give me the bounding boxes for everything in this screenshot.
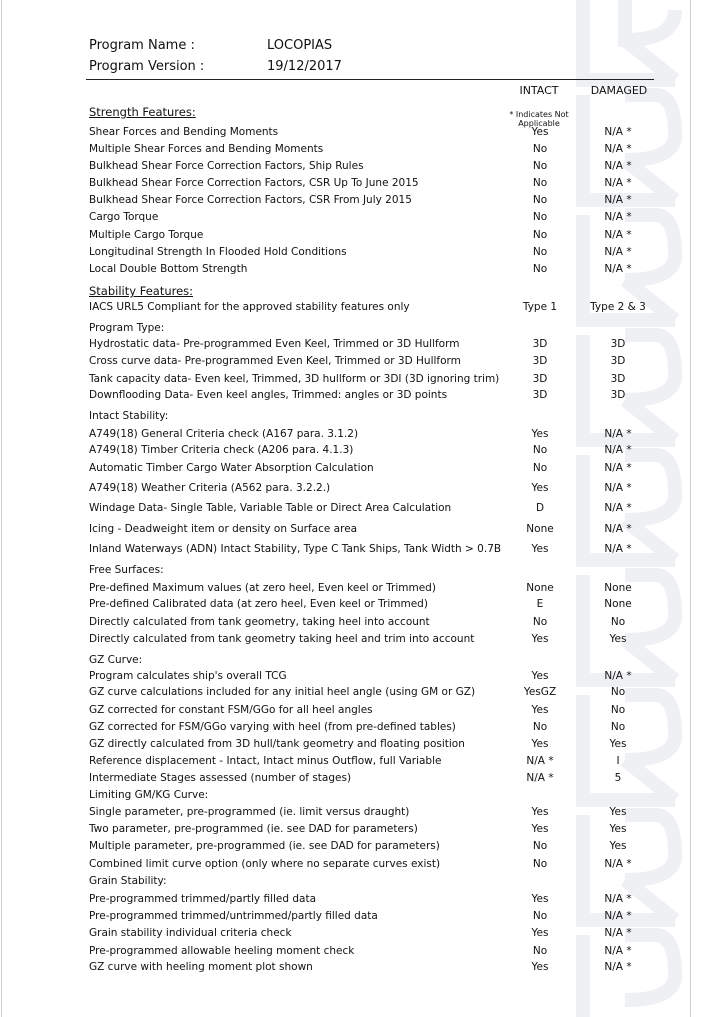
program-version-value: 19/12/2017 <box>267 59 342 74</box>
feature-label: Multiple parameter, pre-programmed (ie. see DAD for parameters) <box>89 840 440 852</box>
table-row <box>0 353 720 369</box>
table-row <box>0 175 720 191</box>
feature-label: GZ corrected for constant FSM/GGo for all heel angles <box>89 704 373 716</box>
damaged-value: N/A * <box>604 263 632 275</box>
table-row <box>0 684 720 700</box>
damaged-value: N/A * <box>604 428 632 440</box>
damaged-value: N/A * <box>604 211 632 223</box>
intact-value: No <box>532 229 548 241</box>
feature-label: A749(18) Weather Criteria (A562 para. 3.2.2.) <box>89 482 331 494</box>
feature-label: Pre-defined Maximum values (at zero heel, Even keel or Trimmed) <box>89 582 436 594</box>
section-heading: Limiting GM/KG Curve: <box>89 789 209 801</box>
table-row <box>0 192 720 208</box>
section-heading: Strength Features: <box>89 105 196 119</box>
section-heading: Grain Stability: <box>89 875 167 887</box>
damaged-value: N/A * <box>604 543 632 555</box>
intact-value: E <box>536 598 544 610</box>
intact-value: Yes <box>531 927 549 939</box>
intact-value: No <box>532 462 548 474</box>
table-row <box>0 959 720 975</box>
intact-value: YesGZ <box>523 686 557 698</box>
damaged-value: N/A * <box>604 143 632 155</box>
feature-label: Cargo Torque <box>89 211 159 223</box>
table-row <box>0 856 720 872</box>
table-row <box>0 580 720 596</box>
feature-label: Icing - Deadweight item or density on Surface area <box>89 523 358 535</box>
program-name-label: Program Name : <box>89 38 195 53</box>
feature-label: Downflooding Data- Even keel angles, Trimmed: angles or 3D points <box>89 389 448 401</box>
damaged-value: N/A * <box>604 961 632 973</box>
feature-label: Directly calculated from tank geometry, taking heel into account <box>89 616 430 628</box>
intact-value: 3D <box>532 389 548 401</box>
feature-label: Program calculates ship's overall TCG <box>89 670 287 682</box>
damaged-value: Type 2 & 3 <box>590 301 646 313</box>
table-row <box>0 141 720 157</box>
table-row <box>0 387 720 403</box>
damaged-value: Yes <box>609 738 627 750</box>
table-row <box>0 371 720 387</box>
program-version-label: Program Version : <box>89 59 205 74</box>
intact-value: 3D <box>532 338 548 350</box>
intact-value: Yes <box>531 543 549 555</box>
intact-value: Yes <box>531 806 549 818</box>
table-row <box>0 500 720 516</box>
feature-label: Automatic Timber Cargo Water Absorption Calculation <box>89 462 374 474</box>
damaged-value: None <box>604 598 632 610</box>
intact-value: No <box>532 263 548 275</box>
damaged-value: N/A * <box>604 945 632 957</box>
intact-value: Yes <box>531 670 549 682</box>
damaged-value: Yes <box>609 840 627 852</box>
table-row <box>0 943 720 959</box>
feature-label: Intermediate Stages assessed (number of stages) <box>89 772 352 784</box>
damaged-value: I <box>616 755 620 767</box>
feature-label: Hydrostatic data- Pre-programmed Even Keel, Trimmed or 3D Hullform <box>89 338 460 350</box>
damaged-value: N/A * <box>604 126 632 138</box>
table-row <box>0 804 720 820</box>
intact-value: Yes <box>531 738 549 750</box>
damaged-value: 3D <box>610 389 626 401</box>
intact-value: No <box>532 945 548 957</box>
intact-value: No <box>532 211 548 223</box>
table-row <box>0 753 720 769</box>
table-row <box>0 244 720 260</box>
table-row <box>0 336 720 352</box>
damaged-value: N/A * <box>604 858 632 870</box>
feature-label: Local Double Bottom Strength <box>89 263 248 275</box>
damaged-value: N/A * <box>604 482 632 494</box>
intact-value: No <box>532 177 548 189</box>
feature-label: Pre-programmed trimmed/partly filled data <box>89 893 317 905</box>
table-row <box>0 719 720 735</box>
damaged-value: N/A * <box>604 246 632 258</box>
intact-value: No <box>532 194 548 206</box>
intact-value: N/A * <box>526 772 554 784</box>
table-row <box>0 460 720 476</box>
table-row <box>0 442 720 458</box>
table-row <box>0 299 720 315</box>
intact-value: No <box>532 858 548 870</box>
table-row <box>0 770 720 786</box>
table-row <box>0 614 720 630</box>
intact-value: Yes <box>531 823 549 835</box>
damaged-value: 3D <box>610 338 626 350</box>
feature-label: Longitudinal Strength In Flooded Hold Conditions <box>89 246 347 258</box>
damaged-value: N/A * <box>604 893 632 905</box>
feature-label: Combined limit curve option (only where no separate curves exist) <box>89 858 441 870</box>
damaged-value: No <box>610 686 626 698</box>
table-row <box>0 631 720 647</box>
damaged-value: No <box>610 616 626 628</box>
section-heading-row <box>0 787 720 803</box>
intact-value: Yes <box>531 893 549 905</box>
feature-label: Windage Data- Single Table, Variable Table or Direct Area Calculation <box>89 502 452 514</box>
feature-label: Inland Waterways (ADN) Intact Stability, Type C Tank Ships, Tank Width > 0.7B <box>89 543 502 555</box>
feature-label: Directly calculated from tank geometry taking heel and trim into account <box>89 633 475 645</box>
intact-value: No <box>532 246 548 258</box>
damaged-value: Yes <box>609 806 627 818</box>
damaged-column-header: DAMAGED <box>590 84 648 97</box>
feature-label: Bulkhead Shear Force Correction Factors, CSR Up To June 2015 <box>89 177 419 189</box>
damaged-value: No <box>610 704 626 716</box>
feature-label: Two parameter, pre-programmed (ie. see DAD for parameters) <box>89 823 418 835</box>
table-row <box>0 736 720 752</box>
damaged-value: N/A * <box>604 177 632 189</box>
damaged-value: 5 <box>614 772 622 784</box>
damaged-value: N/A * <box>604 160 632 172</box>
table-row <box>0 209 720 225</box>
section-heading-row <box>0 283 720 299</box>
section-heading-row <box>0 320 720 336</box>
feature-label: Shear Forces and Bending Moments <box>89 126 279 138</box>
intact-value: D <box>535 502 545 514</box>
damaged-value: Yes <box>609 633 627 645</box>
intact-value: No <box>532 616 548 628</box>
section-heading-row <box>0 408 720 424</box>
feature-label: Tank capacity data- Even keel, Trimmed, 3D hullform or 3DI (3D ignoring trim) <box>89 373 500 385</box>
damaged-value: 3D <box>610 373 626 385</box>
table-row <box>0 521 720 537</box>
intact-value: No <box>532 840 548 852</box>
feature-label: Multiple Shear Forces and Bending Moments <box>89 143 324 155</box>
section-heading: Free Surfaces: <box>89 564 164 576</box>
not-applicable-note: * Indicates Not Applicable <box>509 110 569 128</box>
section-heading-row <box>0 562 720 578</box>
damaged-value: N/A * <box>604 910 632 922</box>
table-row <box>0 908 720 924</box>
section-heading: Intact Stability: <box>89 410 169 422</box>
table-row <box>0 821 720 837</box>
table-row <box>0 261 720 277</box>
intact-column-header: INTACT <box>519 84 559 97</box>
table-row <box>0 925 720 941</box>
intact-value: No <box>532 143 548 155</box>
intact-value: Yes <box>531 633 549 645</box>
damaged-value: N/A * <box>604 194 632 206</box>
feature-label: GZ corrected for FSM/GGo varying with heel (from pre-defined tables) <box>89 721 456 733</box>
intact-value: Yes <box>531 482 549 494</box>
feature-label: Grain stability individual criteria check <box>89 927 292 939</box>
damaged-value: N/A * <box>604 444 632 456</box>
intact-value: No <box>532 721 548 733</box>
feature-label: Single parameter, pre-programmed (ie. limit versus draught) <box>89 806 410 818</box>
section-heading-row <box>0 652 720 668</box>
damaged-value: 3D <box>610 355 626 367</box>
intact-value: Yes <box>531 126 549 138</box>
damaged-value: N/A * <box>604 670 632 682</box>
intact-value: No <box>532 160 548 172</box>
table-row <box>0 124 720 140</box>
feature-label: IACS URL5 Compliant for the approved stability features only <box>89 301 410 313</box>
damaged-value: N/A * <box>604 502 632 514</box>
table-row <box>0 596 720 612</box>
feature-label: Reference displacement - Intact, Intact minus Outflow, full Variable <box>89 755 442 767</box>
damaged-value: None <box>604 582 632 594</box>
feature-label: Pre-programmed trimmed/untrimmed/partly filled data <box>89 910 378 922</box>
damaged-value: N/A * <box>604 523 632 535</box>
intact-value: Yes <box>531 961 549 973</box>
feature-label: GZ curve with heeling moment plot shown <box>89 961 313 973</box>
section-heading: GZ Curve: <box>89 654 143 666</box>
intact-value: Yes <box>531 704 549 716</box>
feature-label: Cross curve data- Pre-programmed Even Keel, Trimmed or 3D Hullform <box>89 355 461 367</box>
intact-value: Yes <box>531 428 549 440</box>
table-row <box>0 541 720 557</box>
feature-label: GZ curve calculations included for any initial heel angle (using GM or GZ) <box>89 686 476 698</box>
feature-label: GZ directly calculated from 3D hull/tank geometry and floating position <box>89 738 465 750</box>
table-row <box>0 158 720 174</box>
table-row <box>0 891 720 907</box>
intact-value: 3D <box>532 355 548 367</box>
feature-label: Multiple Cargo Torque <box>89 229 204 241</box>
table-row <box>0 668 720 684</box>
section-heading: Stability Features: <box>89 284 194 298</box>
intact-value: N/A * <box>526 755 554 767</box>
feature-label: Bulkhead Shear Force Correction Factors, Ship Rules <box>89 160 364 172</box>
feature-label: Pre-programmed allowable heeling moment check <box>89 945 355 957</box>
damaged-value: N/A * <box>604 462 632 474</box>
feature-label: Pre-defined Calibrated data (at zero heel, Even keel or Trimmed) <box>89 598 428 610</box>
damaged-value: N/A * <box>604 927 632 939</box>
feature-label: A749(18) General Criteria check (A167 para. 3.1.2) <box>89 428 359 440</box>
section-heading-row <box>0 104 720 120</box>
damaged-value: Yes <box>609 823 627 835</box>
intact-value: Type 1 <box>522 301 558 313</box>
intact-value: No <box>532 444 548 456</box>
table-row <box>0 227 720 243</box>
table-row <box>0 838 720 854</box>
intact-value: 3D <box>532 373 548 385</box>
program-name-value: LOCOPIAS <box>267 38 333 53</box>
section-heading: Program Type: <box>89 322 165 334</box>
table-row <box>0 480 720 496</box>
table-row <box>0 702 720 718</box>
feature-label: Bulkhead Shear Force Correction Factors, CSR From July 2015 <box>89 194 412 206</box>
table-row <box>0 426 720 442</box>
intact-value: No <box>532 910 548 922</box>
feature-label: A749(18) Timber Criteria check (A206 para. 4.1.3) <box>89 444 354 456</box>
damaged-value: N/A * <box>604 229 632 241</box>
section-heading-row <box>0 873 720 889</box>
intact-value: None <box>526 582 554 594</box>
damaged-value: No <box>610 721 626 733</box>
intact-value: None <box>526 523 554 535</box>
